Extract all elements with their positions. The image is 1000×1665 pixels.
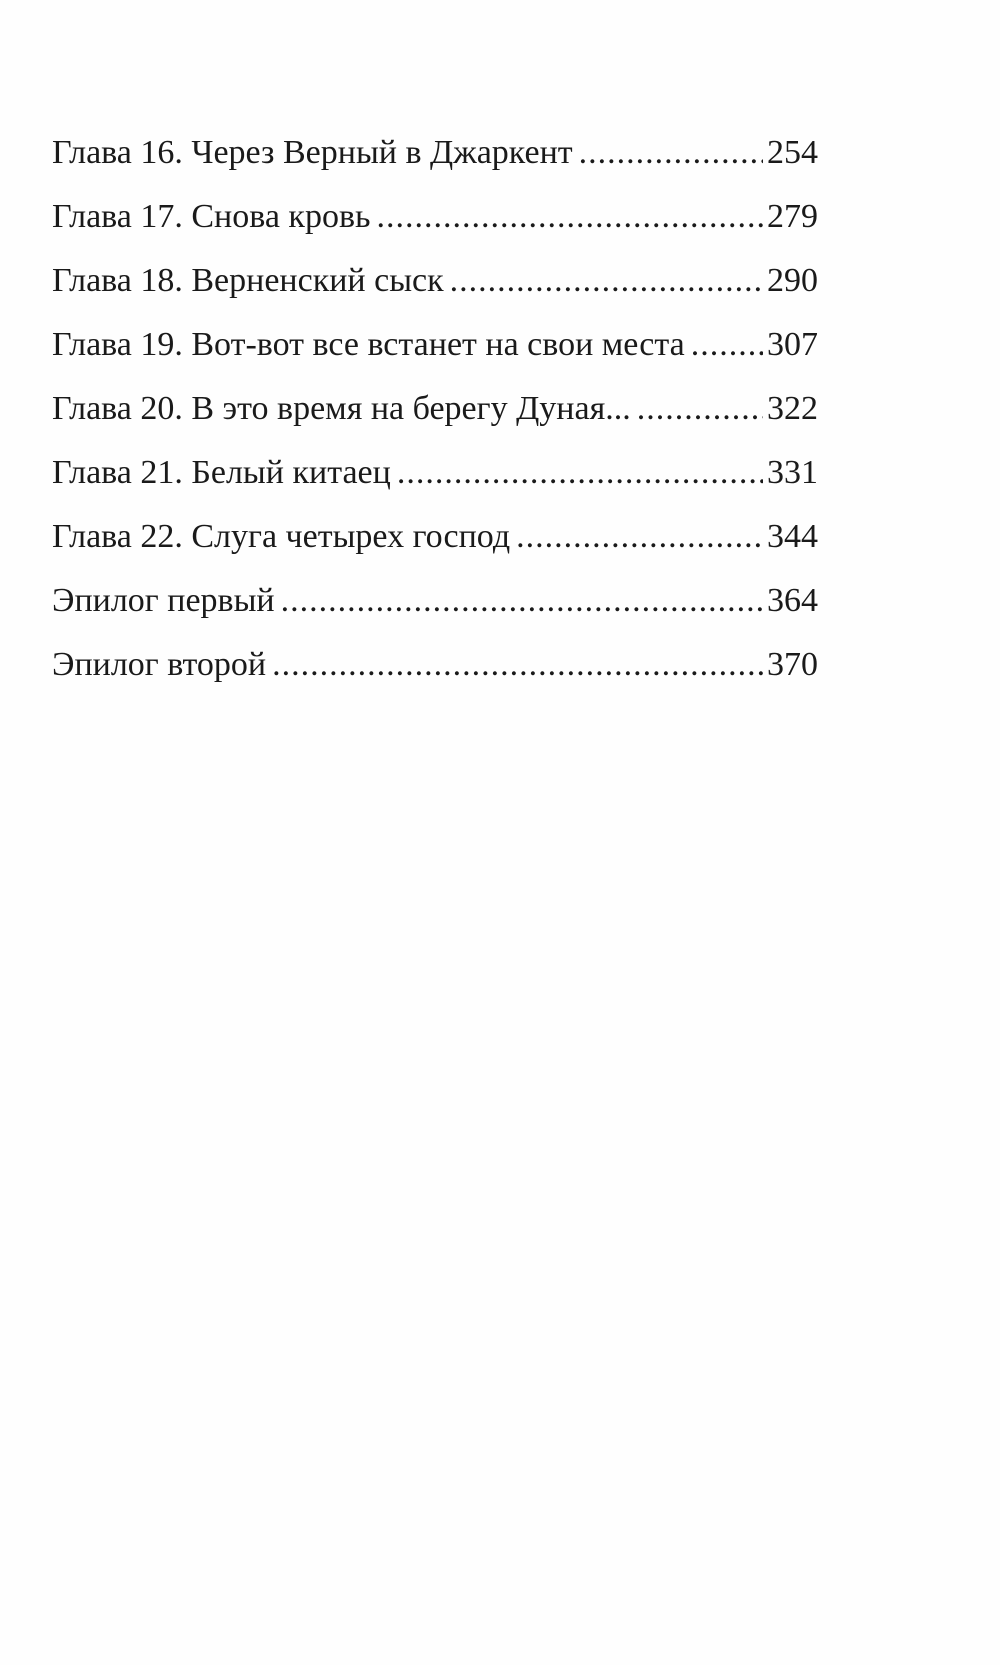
toc-entry (52, 390, 818, 454)
dot-leader (272, 646, 763, 684)
toc-entry-title: Глава 18. Верненский сыск (52, 262, 444, 299)
dot-leader (450, 262, 763, 300)
toc-entry-page: 290 (767, 262, 818, 299)
toc-entry-title: Эпилог второй (52, 646, 267, 683)
dot-leader (397, 454, 763, 492)
toc-entry-page: 254 (767, 134, 818, 171)
toc-entry (52, 134, 818, 198)
toc-entry (52, 454, 818, 518)
toc-entry-title: Глава 16. Через Верный в Джаркент (52, 134, 573, 171)
dot-leader (691, 326, 763, 364)
toc-entry (52, 326, 818, 390)
toc-entry-page: 279 (767, 198, 818, 235)
toc-entry (52, 198, 818, 262)
toc-entry-title: Эпилог первый (52, 582, 275, 619)
dot-leader (377, 198, 763, 236)
toc-entry-page: 322 (767, 390, 818, 427)
toc-entry-title: Глава 22. Слуга четырех господ (52, 518, 511, 555)
toc-entry-title: Глава 21. Белый китаец (52, 454, 391, 491)
dot-leader (516, 518, 763, 556)
toc-entry-title: Глава 17. Снова кровь (52, 198, 371, 235)
toc-entry (52, 646, 818, 710)
toc-entry (52, 518, 818, 582)
toc-entry-page: 331 (767, 454, 818, 491)
toc-entry-page: 307 (767, 326, 818, 363)
toc-entry-title: Глава 19. Вот-вот все встанет на свои места (52, 326, 685, 363)
toc-entry-page: 344 (767, 518, 818, 555)
toc-entry (52, 582, 818, 646)
dot-leader (637, 390, 763, 428)
toc-entry (52, 262, 818, 326)
toc-entry-title: Глава 20. В это время на берегу Дуная... (52, 390, 631, 427)
toc-entry-page: 370 (767, 646, 818, 683)
dot-leader (281, 582, 763, 620)
dot-leader (579, 134, 763, 172)
toc-entry-page: 364 (767, 582, 818, 619)
table-of-contents (52, 134, 818, 710)
